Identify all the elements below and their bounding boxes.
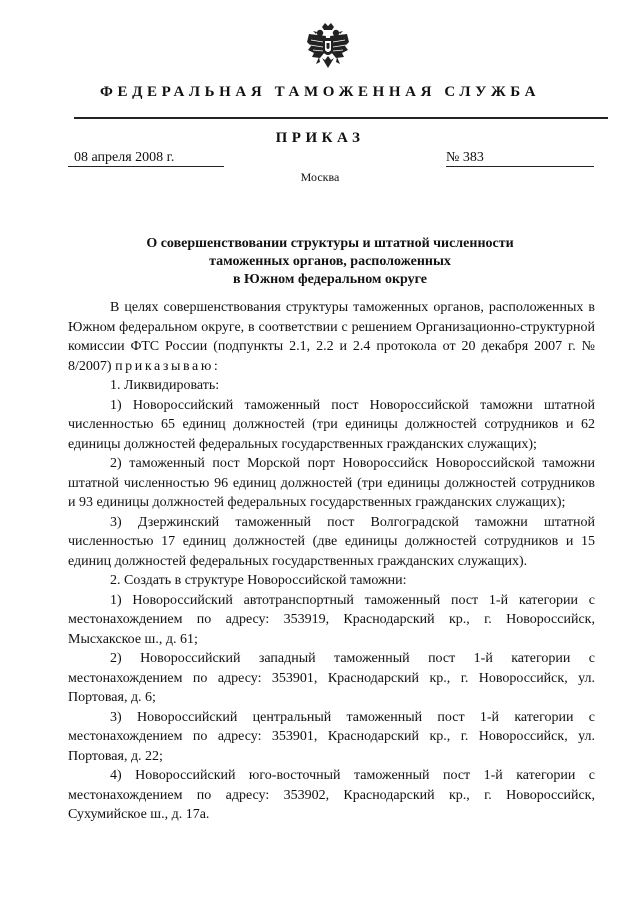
preamble-paragraph: [68, 298, 595, 376]
body-item: 2. Создать в структуре Новороссийской таможни:: [110, 573, 407, 588]
body-item: 3) Новороссийский центральный таможенный пост 1-й категории с местонахождением по адресу: 353901, Краснодарский кр., г. Новороссийск, ул. Портовая, д. 22;: [68, 709, 595, 764]
agency-name: ФЕДЕРАЛЬНАЯ ТАМОЖЕННАЯ СЛУЖБА: [99, 84, 541, 100]
body-item: 1. Ликвидировать:: [110, 378, 220, 393]
order-date: 08 апреля 2008 г.: [68, 150, 224, 167]
order-body: [68, 298, 595, 825]
order-word: приказываю:: [115, 358, 221, 374]
order-number: № 383: [446, 150, 594, 167]
header-divider: [74, 117, 608, 119]
issue-city: Москва: [300, 170, 340, 184]
preamble-text: В целях совершенствования структуры таможенных органов, расположенных в Южном федеральном округе, в соответствии с решением Организационно-структурной комиссии ФТС России (подпункты 2.1, 2.2 и 2.4 протокола от 20 декабря 2007 г. № 8/2007): [68, 300, 595, 374]
subject-line: таможенных органов, расположенных: [209, 254, 451, 269]
document-type-title: ПРИКАЗ: [275, 130, 365, 146]
body-item: 3) Дзержинский таможенный пост Волгоградской таможни штатной численностью 17 единиц должностей (две единицы должностей сотрудников и 15 единиц должностей федеральных государственных гражданских служащих).: [68, 514, 595, 569]
body-item: 2) таможенный пост Морской порт Новороссийск Новороссийской таможни штатной численностью 96 единиц должностей (три единицы должностей сотрудников и 93 единицы должностей федеральных государственных гражданских служащих);: [68, 456, 595, 510]
subject-line: О совершенствовании структуры и штатной численности: [146, 236, 514, 251]
order-subject: [120, 235, 540, 289]
body-item: 1) Новороссийский автотранспортный таможенный пост 1-й категории с местонахождением по адресу: 353919, Краснодарский кр., г. Новороссийск, Мысхакское ш., д. 61;: [68, 592, 595, 647]
body-item: 2) Новороссийский западный таможенный пост 1-й категории с местонахождением по адресу: 353901, Краснодарский кр., г. Новороссийск, ул. Портовая, д. 6;: [68, 651, 595, 705]
double-headed-eagle-emblem-icon: [305, 20, 351, 76]
subject-line: в Южном федеральном округе: [232, 272, 428, 287]
body-item: 4) Новороссийский юго-восточный таможенный пост 1-й категории с местонахождением по адресу: 353902, Краснодарский кр., г. Новороссийск, Сухумийское ш., д. 17а.: [68, 768, 595, 822]
body-item: 1) Новороссийский таможенный пост Новороссийской таможни штатной численностью 65 единиц должностей (три единицы должностей сотрудников и 62 единицы должностей федеральных государственных гражданских служащих);: [68, 397, 595, 452]
